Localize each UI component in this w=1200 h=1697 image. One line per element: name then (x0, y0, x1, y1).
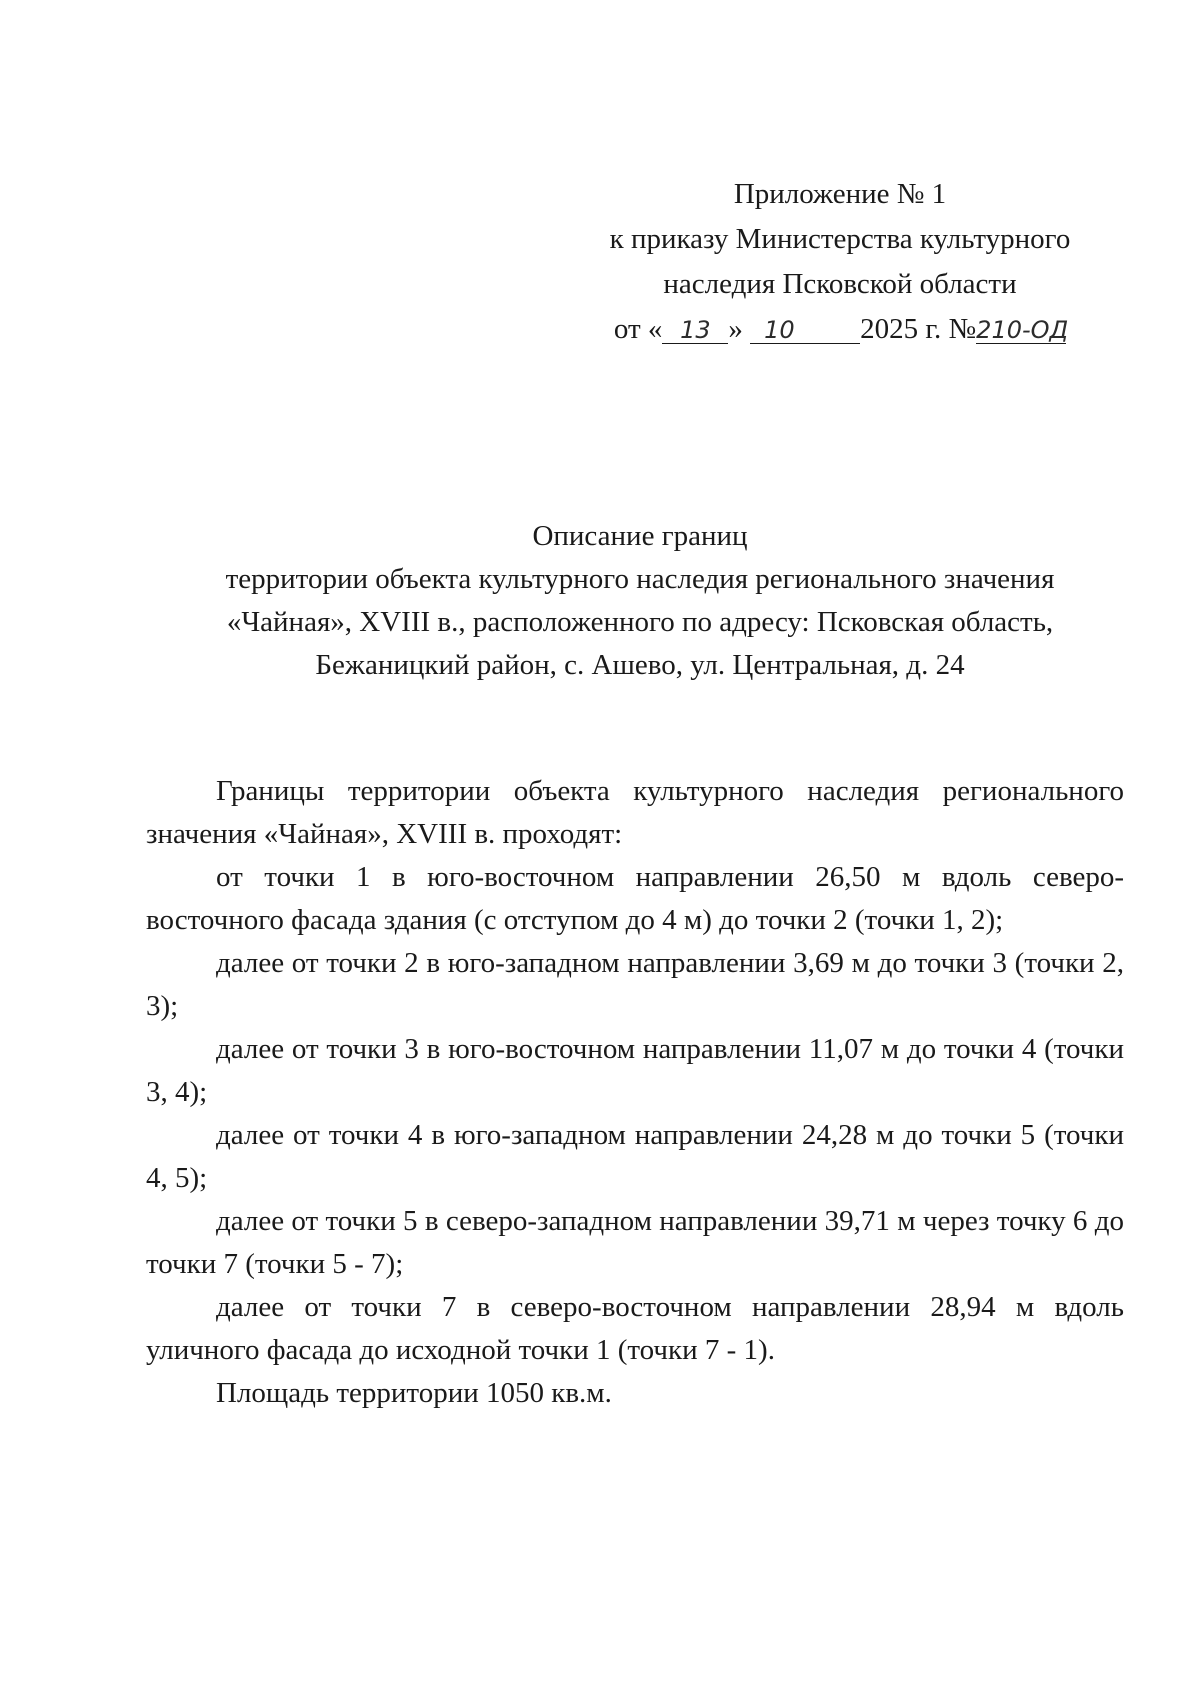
appendix-order-ref: к приказу Министерства культурного (609, 223, 1071, 255)
date-mid: » (728, 313, 743, 345)
title-line-3: «Чайная», XVIII в., расположенного по адресу: Псковская область, (226, 606, 1054, 638)
handwritten-order-number: 210-ОД (976, 316, 1069, 344)
body-paragraph: далее от точки 7 в северо-восточном направлении 28,94 м вдоль уличного фасада до исходной точки 1 (точки 7 - 1). (146, 1291, 1124, 1366)
appendix-header (580, 172, 1100, 352)
handwritten-day: 13 (662, 317, 728, 344)
title-line-2: территории объекта культурного наследия регионального значения (225, 563, 1055, 595)
document-title (150, 515, 1130, 687)
date-prefix: от « (613, 313, 663, 345)
body-paragraph: от точки 1 в юго-восточном направлении 26,50 м вдоль северо-восточного фасада здания (с отступом до 4 м) до точки 2 (точки 1, 2); (146, 861, 1124, 936)
body-paragraph: Границы территории объекта культурного наследия регионального значения «Чайная», XVIII в. проходят: (146, 775, 1124, 850)
body-paragraph: далее от точки 2 в юго-западном направлении 3,69 м до точки 3 (точки 2, 3); (146, 947, 1124, 1022)
title-line-4: Бежаницкий район, с. Ашево, ул. Центральная, д. 24 (315, 649, 965, 681)
appendix-ministry: наследия Псковской области (663, 268, 1017, 300)
handwritten-month: 10 (750, 317, 860, 344)
date-year: 2025 г. № (860, 313, 977, 345)
appendix-date-line (580, 307, 1100, 352)
document-body (146, 770, 1124, 1415)
body-paragraph: далее от точки 4 в юго-западном направлении 24,28 м до точки 5 (точки 4, 5); (146, 1119, 1124, 1194)
body-paragraph: далее от точки 5 в северо-западном направлении 39,71 м через точку 6 до точки 7 (точки 5 - 7); (146, 1205, 1124, 1280)
title-line-1: Описание границ (532, 520, 748, 552)
appendix-title: Приложение № 1 (733, 178, 947, 210)
body-paragraph-area: Площадь территории 1050 кв.м. (216, 1377, 612, 1409)
body-paragraph: далее от точки 3 в юго-восточном направлении 11,07 м до точки 4 (точки 3, 4); (146, 1033, 1124, 1108)
